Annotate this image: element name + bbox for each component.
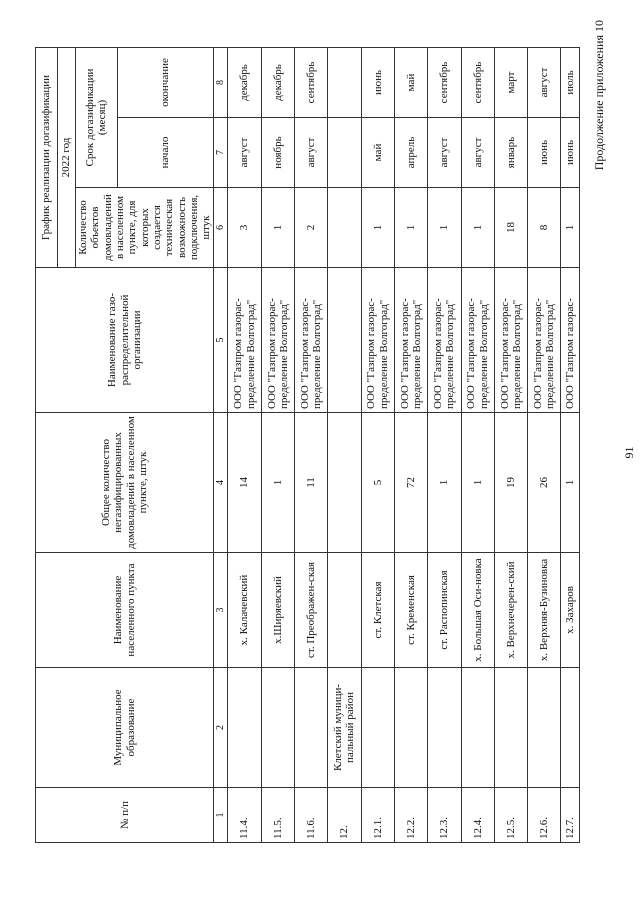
row-objects: 1 (394, 188, 427, 268)
row-municipality (561, 668, 580, 788)
row-end: июнь (361, 48, 394, 118)
row-start: июнь (528, 118, 561, 188)
table-row (561, 48, 580, 843)
header-total: Общее количество негазифицированных домовладений в населенном пункте, штук (36, 413, 214, 553)
row-no: 12.1. (361, 788, 394, 843)
row-org (328, 268, 361, 413)
row-municipality (394, 668, 427, 788)
row-municipality (261, 668, 294, 788)
row-org: ООО "Газпром газорас-пределение Волгоград" (295, 268, 328, 413)
col-number: 4 (214, 413, 228, 553)
row-settlement: ст. Клетская (361, 553, 394, 668)
row-total: 14 (228, 413, 261, 553)
header-no: № п/п (36, 788, 214, 843)
gasification-table (35, 47, 580, 843)
col-number: 6 (214, 188, 228, 268)
row-total: 1 (428, 413, 461, 553)
header-municipality: Муниципальное образование (36, 668, 214, 788)
row-end: сентябрь (428, 48, 461, 118)
row-end: сентябрь (295, 48, 328, 118)
row-settlement: ст. Преображен-ская (295, 553, 328, 668)
row-total: 5 (361, 413, 394, 553)
table-row-group (328, 48, 361, 843)
row-objects: 3 (228, 188, 261, 268)
row-start: май (361, 118, 394, 188)
table-row (261, 48, 294, 843)
row-end: декабрь (228, 48, 261, 118)
row-municipality (494, 668, 527, 788)
row-start: август (228, 118, 261, 188)
row-start: август (461, 118, 494, 188)
row-total: 11 (295, 413, 328, 553)
row-end (328, 48, 361, 118)
row-total: 72 (394, 413, 427, 553)
row-municipality: Клетский муници-пальный район (328, 668, 361, 788)
row-municipality (295, 668, 328, 788)
row-no: 11.4. (228, 788, 261, 843)
row-objects: 1 (261, 188, 294, 268)
row-no: 11.5. (261, 788, 294, 843)
table-row (394, 48, 427, 843)
row-municipality (528, 668, 561, 788)
row-end: июль (561, 48, 580, 118)
row-start: июнь (561, 118, 580, 188)
row-no: 12.7. (561, 788, 580, 843)
row-end: сентябрь (461, 48, 494, 118)
table-row (428, 48, 461, 843)
row-objects: 1 (561, 188, 580, 268)
row-org: ООО "Газпром газорас- (561, 268, 580, 413)
row-objects: 1 (428, 188, 461, 268)
row-org: ООО "Газпром газорас-пределение Волгоград" (461, 268, 494, 413)
row-start: ноябрь (261, 118, 294, 188)
row-objects: 18 (494, 188, 527, 268)
row-start: август (295, 118, 328, 188)
table-row (494, 48, 527, 843)
row-total: 26 (528, 413, 561, 553)
row-settlement: х. Верхняя-Бузиновка (528, 553, 561, 668)
col-number: 8 (214, 48, 228, 118)
header-settlement: Наименование населенного пункта (36, 553, 214, 668)
col-number: 1 (214, 788, 228, 843)
continuation-label: Продолжение приложения 10 (592, 20, 606, 171)
row-settlement: х. Захаров (561, 553, 580, 668)
row-settlement: х.Ширяевский (261, 553, 294, 668)
row-no: 12. (328, 788, 361, 843)
row-no: 12.2. (394, 788, 427, 843)
row-org: ООО "Газпром газорас-пределение Волгоград" (494, 268, 527, 413)
row-objects: 2 (295, 188, 328, 268)
row-org: ООО "Газпром газорас-пределение Волгоград" (528, 268, 561, 413)
row-org: ООО "Газпром газорас-пределение Волгоград" (428, 268, 461, 413)
row-no: 12.5. (494, 788, 527, 843)
col-number: 2 (214, 668, 228, 788)
row-municipality (461, 668, 494, 788)
row-total (328, 413, 361, 553)
row-objects: 8 (528, 188, 561, 268)
page-number: 91 (622, 446, 636, 459)
row-end: май (394, 48, 427, 118)
row-end: август (528, 48, 561, 118)
row-settlement (328, 553, 361, 668)
row-settlement: ст. Распопинская (428, 553, 461, 668)
row-total: 1 (561, 413, 580, 553)
row-total: 19 (494, 413, 527, 553)
row-municipality (361, 668, 394, 788)
col-number: 5 (214, 268, 228, 413)
header-term: Срок догазификации (месяц) (76, 48, 118, 188)
row-objects: 1 (361, 188, 394, 268)
row-settlement: ст. Кременская (394, 553, 427, 668)
header-org: Наименование газо-распределительной организации (36, 268, 214, 413)
header-start: начало (117, 118, 214, 188)
table-row (295, 48, 328, 843)
header-objects: Количество объектов домовладений в населенном пункте, для которых создается техническая возможность подключения, штук (76, 188, 214, 268)
row-org: ООО "Газпром газорас-пределение Волгоград" (228, 268, 261, 413)
row-no: 12.6. (528, 788, 561, 843)
row-org: ООО "Газпром газорас-пределение Волгоград" (261, 268, 294, 413)
row-start: август (428, 118, 461, 188)
row-objects: 1 (461, 188, 494, 268)
row-start: апрель (394, 118, 427, 188)
row-no: 12.3. (428, 788, 461, 843)
header-schedule: График реализации догазификации (36, 48, 58, 268)
row-start (328, 118, 361, 188)
row-end: декабрь (261, 48, 294, 118)
row-municipality (428, 668, 461, 788)
table-row (361, 48, 394, 843)
row-no: 11.6. (295, 788, 328, 843)
row-end: март (494, 48, 527, 118)
row-total: 1 (461, 413, 494, 553)
table-row (461, 48, 494, 843)
row-municipality (228, 668, 261, 788)
row-settlement: х. Большая Оси-новка (461, 553, 494, 668)
row-settlement: х. Верхнечерен-ский (494, 553, 527, 668)
row-org: ООО "Газпром газорас-пределение Волгоград" (361, 268, 394, 413)
col-number: 7 (214, 118, 228, 188)
table-row (228, 48, 261, 843)
row-objects (328, 188, 361, 268)
col-number: 3 (214, 553, 228, 668)
header-year: 2022 год (58, 48, 76, 268)
header-end: окончание (117, 48, 214, 118)
row-total: 1 (261, 413, 294, 553)
row-org: ООО "Газпром газорас-пределение Волгоград" (394, 268, 427, 413)
table-row (528, 48, 561, 843)
row-settlement: х. Калачевский (228, 553, 261, 668)
row-no: 12.4. (461, 788, 494, 843)
row-start: январь (494, 118, 527, 188)
